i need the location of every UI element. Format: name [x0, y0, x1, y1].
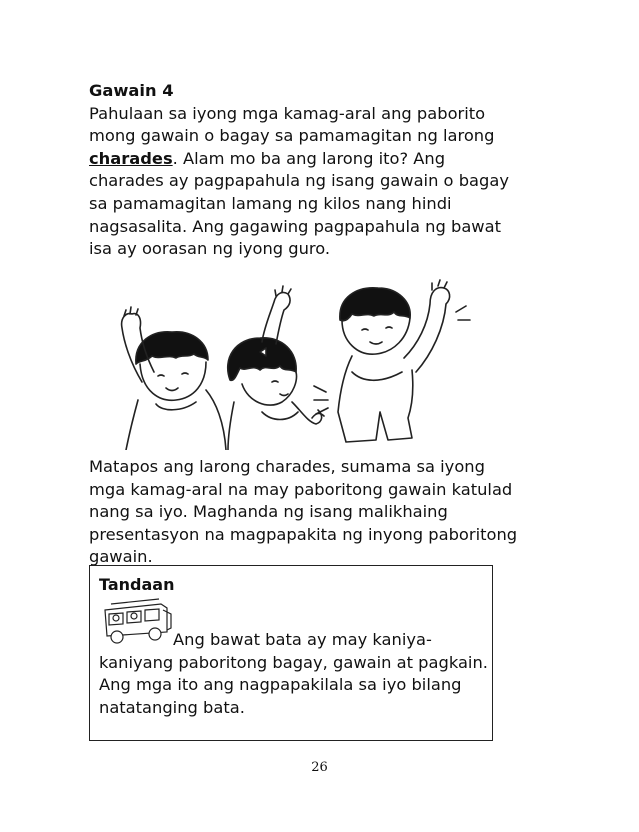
child-3-face	[342, 318, 410, 354]
tandaan-statement-1: Ang bawat bata ay may kaniya-kaniyang paboritong bagay, gawain at pagkain.	[99, 630, 488, 672]
tandaan-text	[99, 629, 491, 719]
child-3-hair	[340, 288, 410, 321]
tandaan-statement-2: Ang mga ito ang nagpapakilala sa iyo bilang natatanging bata.	[99, 675, 462, 717]
charades-keyword: charades	[89, 148, 173, 168]
follow-up-section	[89, 456, 519, 569]
instruction-text-start: Pahulaan sa iyong mga kamag-aral ang paborito mong gawain o bagay sa pamamagitan ng larong	[89, 103, 495, 146]
child-3-raised-arm	[404, 288, 450, 372]
child-3-body	[338, 356, 413, 442]
child-1-hair	[136, 332, 208, 364]
child-2-body	[228, 402, 322, 450]
child-1-body	[126, 390, 226, 450]
tandaan-line-1	[99, 629, 491, 674]
child-1-face	[140, 362, 206, 400]
activity-section	[89, 80, 519, 261]
tandaan-box	[89, 565, 493, 741]
activity-instructions	[89, 103, 519, 261]
tandaan-title: Tandaan	[99, 575, 175, 594]
follow-up-instructions: Matapos ang larong charades, sumama sa iyong mga kamag-aral na may paboritong gawain katulad nang sa iyo. Maghanda ng isang malikhaing presentasyon na magpapakita ng inyong paboritong gawain.	[89, 457, 518, 567]
child-2-face	[242, 372, 296, 405]
activity-title: Gawain 4	[89, 81, 174, 100]
child-2-hair	[228, 338, 296, 381]
instruction-text-end: . Alam mo ba ang larong ito? Ang charades ay pagpapahula ng isang gawain o bagay sa pamamagitan lamang ng kilos nang hindi nagsasalita. Ang gagawing pagpapahula ng bawat isa ay oorasan ng iyong guro.	[89, 148, 509, 259]
child-2-raised-arm	[262, 292, 290, 344]
children-playing-illustration	[112, 272, 494, 450]
page-number: 26	[311, 760, 328, 775]
